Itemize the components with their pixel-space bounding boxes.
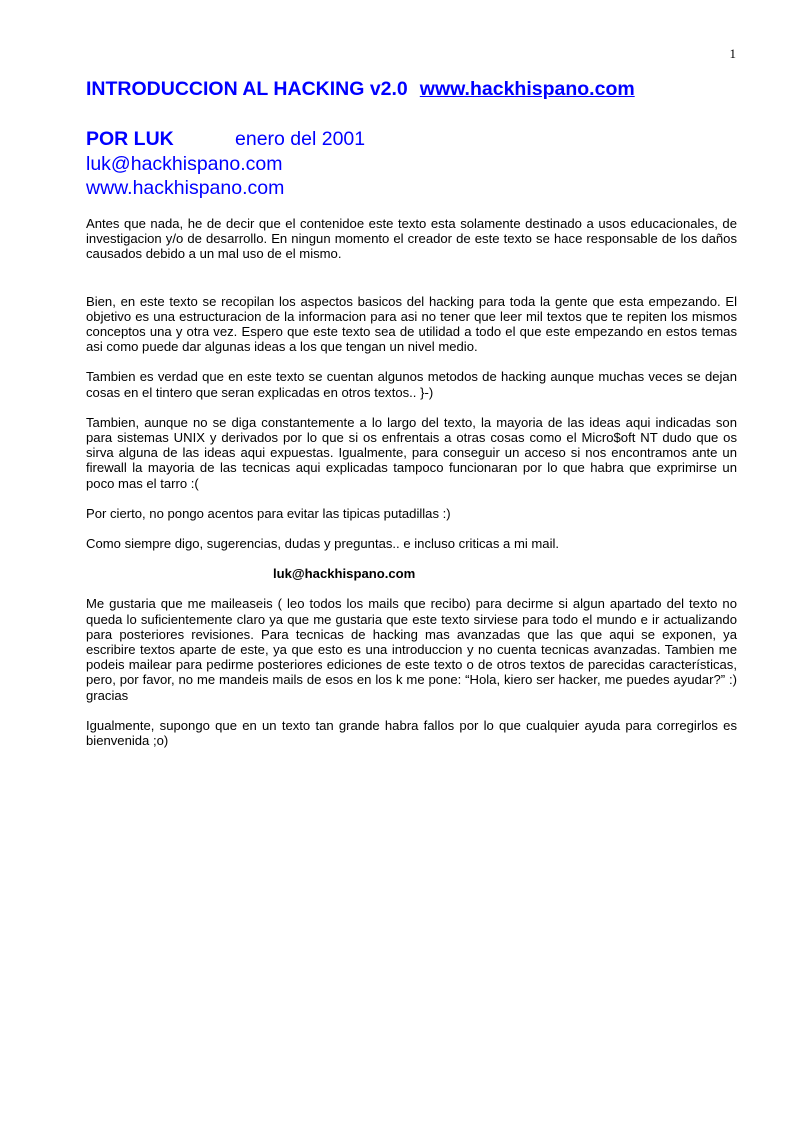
author-line <box>86 127 365 152</box>
title-link[interactable]: www.hackhispano.com <box>419 78 635 100</box>
author-website[interactable]: www.hackhispano.com <box>86 177 285 199</box>
contact-email[interactable]: luk@hackhispano.com <box>273 566 416 582</box>
body-text <box>86 216 737 748</box>
paragraph-disclaimer: Antes que nada, he de decir que el contenidoe este texto esta solamente destinado a usos educacionales, de investigacion y/o de desarrollo. En ningun momento el creador de este texto se hace responsable de los daños causados debido a un mal uso de el mismo. <box>86 216 737 262</box>
page-number: 1 <box>729 46 736 61</box>
author-block <box>86 127 365 201</box>
author-name: POR LUK <box>86 128 174 150</box>
paragraph-unix: Tambien, aunque no se diga constantemente a lo largo del texto, la mayoria de las ideas aqui indicadas son para sistemas UNIX y derivados por lo que si os enfrentais a otras cosas como el Micro$oft NT dudo que os sirva alguna de las ideas aqui expuestas. Igualmente, para conseguir un acceso si nos encontramos ante un firewall la mayoria de las tecnicas aqui explicadas tampoco funcionaran por lo que habra que exprimirse un poco mas el tarro :( <box>86 414 737 491</box>
paragraph-suggestions: Como siempre digo, sugerencias, dudas y preguntas.. e incluso criticas a mi mail. <box>86 536 560 552</box>
paragraph-mail-request: Me gustaria que me maileaseis ( leo todos los mails que recibo) para decirme si algun apartado del texto no queda lo suficientemente claro ya que me gustaria que este texto sirviese para todo el mundo e ir actualizando para posteriores revisiones. Para tecnicas de hacking mas avanzadas que las que aqui se exponen, ya escribire textos aparte de este, ya que esto es una introduccion y no cuenta tecnicas avanzadas. Tambien me podeis mailear para pedirme posteriores ediciones de este texto o de otros textos de parecidas características, pero, por favor, no me mandeis mails de esos en los k me pone: “Hola, kiero ser hacker, me puedes ayudar?” :) gracias <box>86 596 737 703</box>
paragraph-intro: Bien, en este texto se recopilan los aspectos basicos del hacking para toda la gente que esta empezando. El objetivo es una estructuracion de la informacion para asi no tener que leer mil textos que te repiten los mismos conceptos una y otra vez. Espero que este texto sea de utilidad a todo el que este empezando en estos temas asi como puede dar algunas ideas a los que tengan un nivel medio. <box>86 293 737 355</box>
paragraph-accents: Por cierto, no pongo acentos para evitar las tipicas putadillas :) <box>86 505 451 521</box>
title-text: INTRODUCCION AL HACKING v2.0 <box>86 78 408 100</box>
document-title <box>86 78 635 101</box>
author-email[interactable]: luk@hackhispano.com <box>86 152 283 175</box>
paragraph-corrections: Igualmente, supongo que en un texto tan grande habra fallos por lo que cualquier ayuda para corregirlos es bienvenida ;o) <box>86 717 737 749</box>
author-date: enero del 2001 <box>235 128 366 150</box>
paragraph-methods: Tambien es verdad que en este texto se cuentan algunos metodos de hacking aunque muchas veces se dejan cosas en el tintero que seran explicadas en otros textos.. }-) <box>86 369 737 400</box>
